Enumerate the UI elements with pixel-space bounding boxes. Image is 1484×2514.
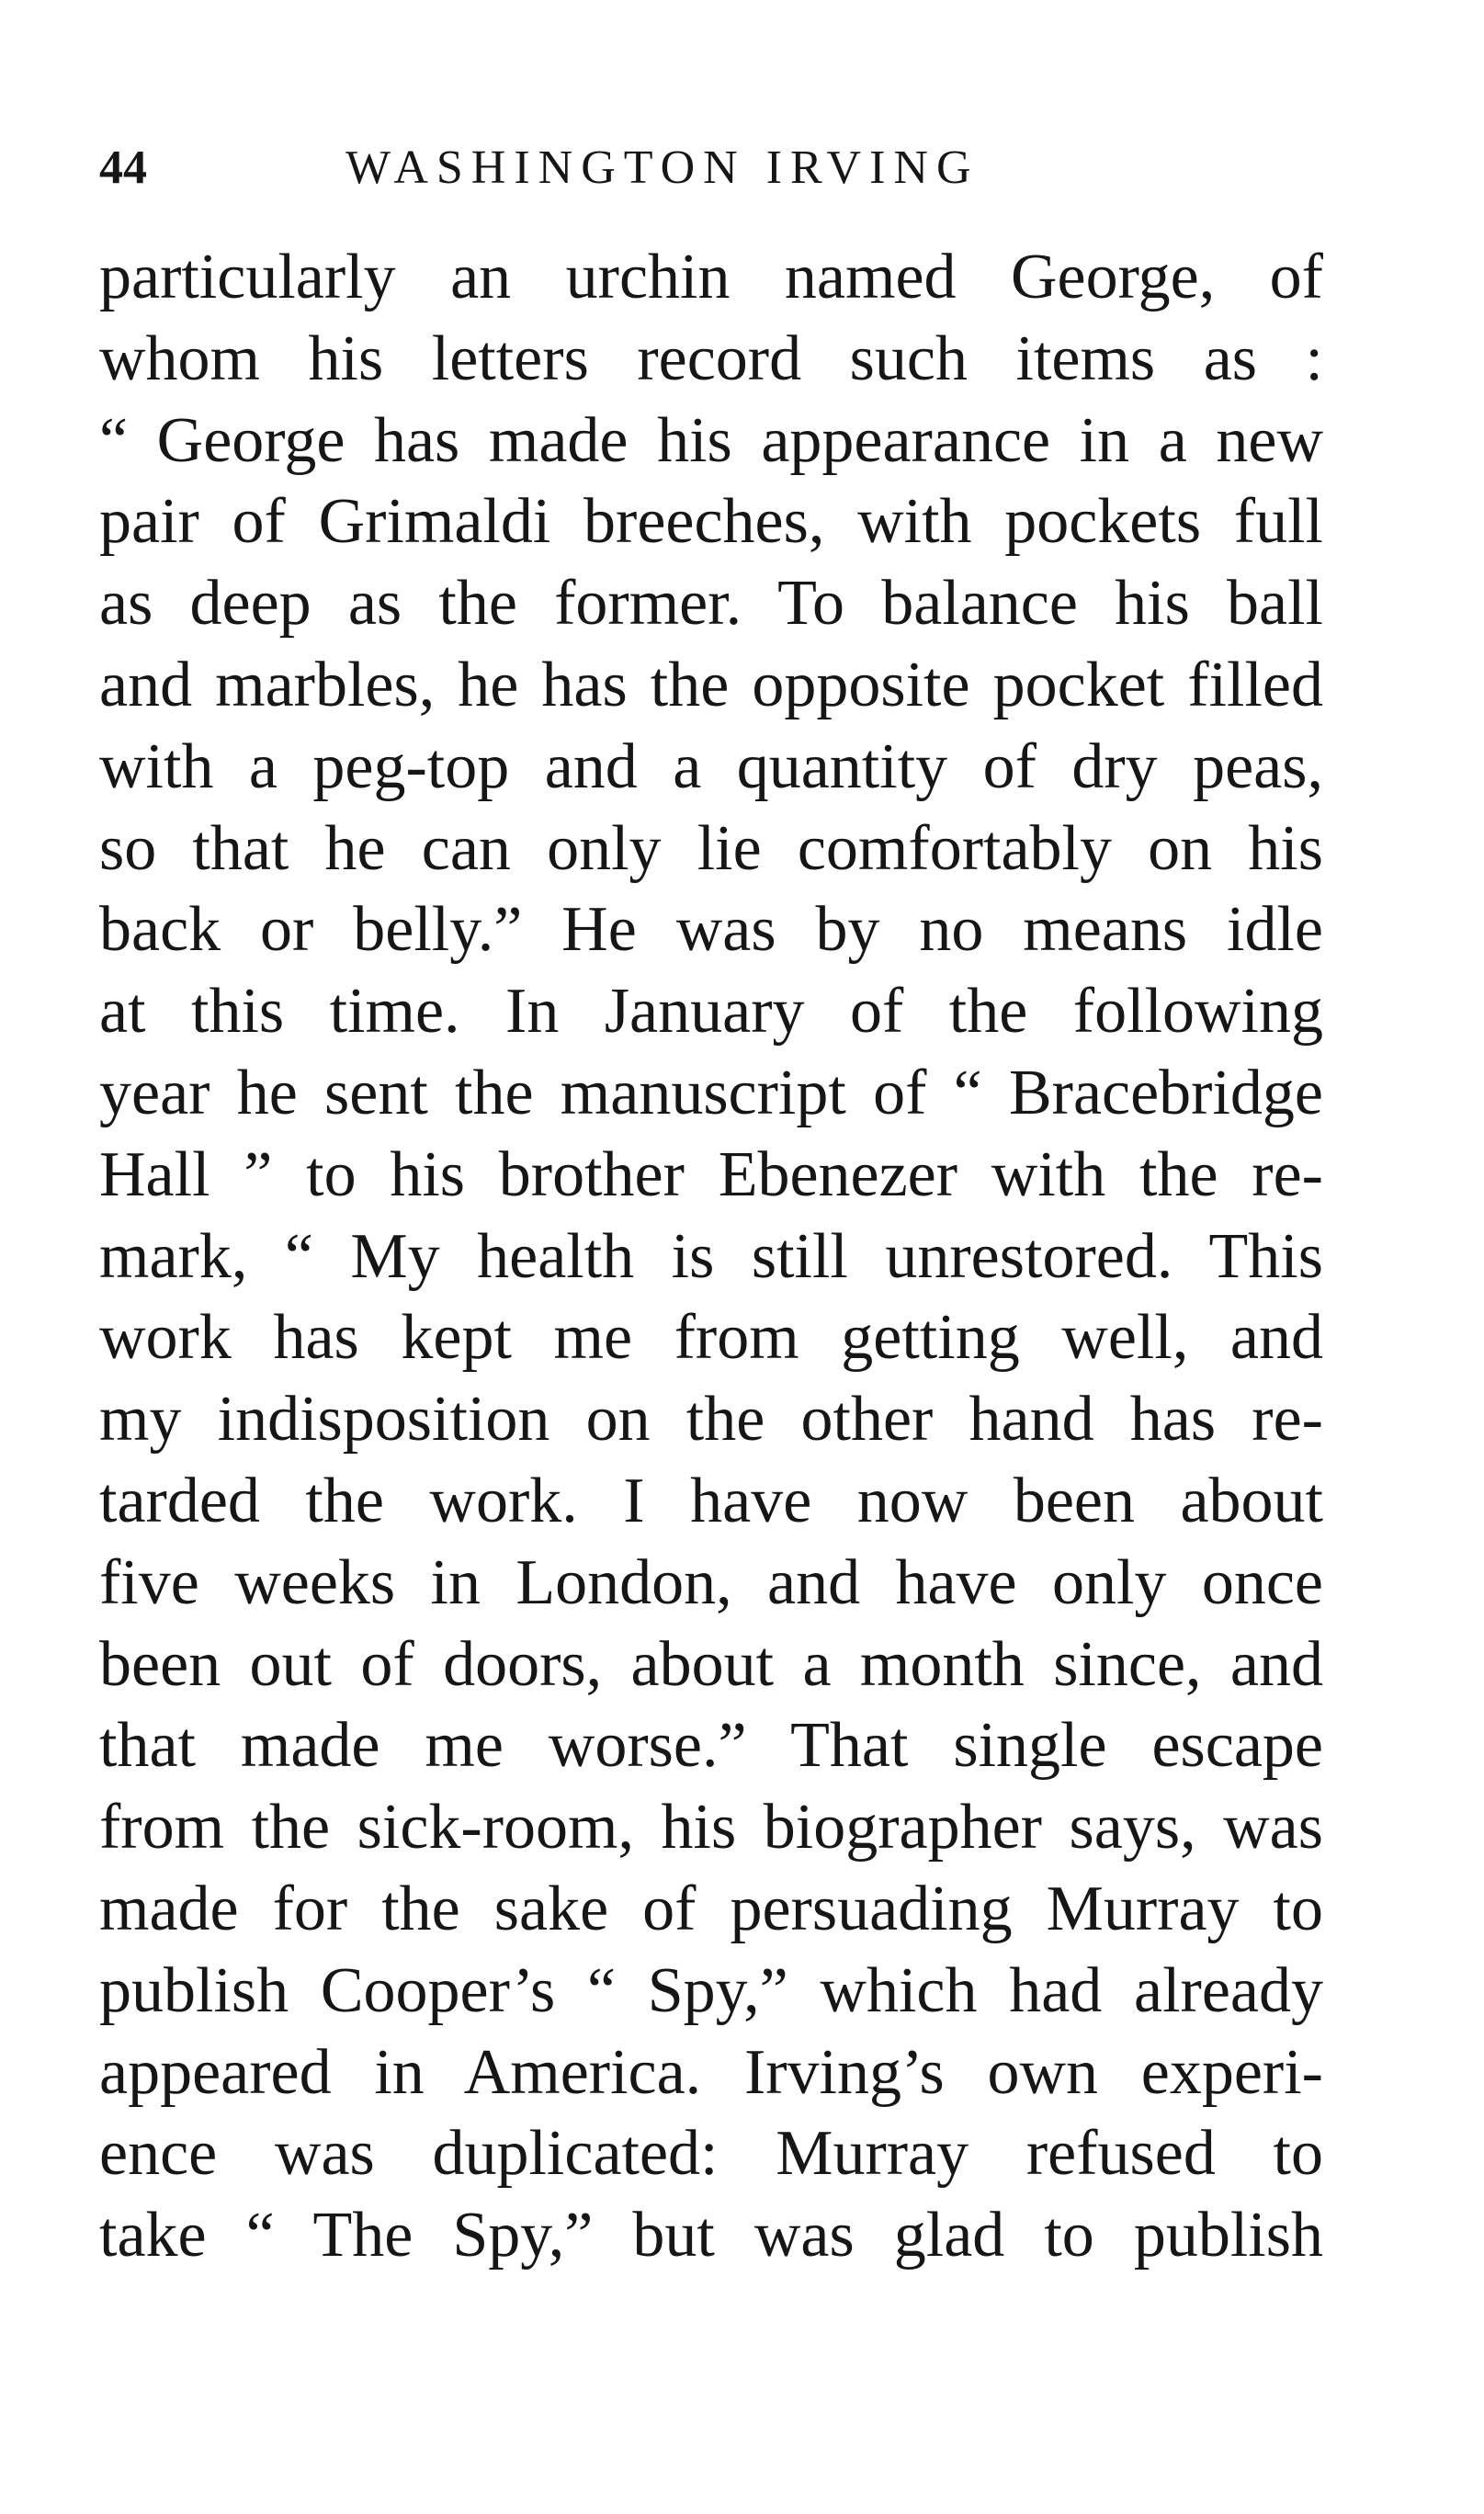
text-line: Hall ” to his brother Ebenezer with the re- <box>99 1138 1323 1210</box>
text-line: been out of doors, about a month since, and <box>99 1628 1323 1700</box>
text-line: my indisposition on the other hand has re- <box>99 1384 1323 1455</box>
text-line: tarded the work. I have now been about <box>99 1465 1323 1536</box>
text-line: mark, “ My health is still unrestored. This <box>99 1220 1323 1292</box>
running-title: WASHINGTON IRVING <box>346 142 980 194</box>
text-line: so that he can only lie comfortably on his <box>99 812 1323 884</box>
text-line: with a peg-top and a quantity of dry peas, <box>99 730 1323 802</box>
text-line: “ George has made his appearance in a new <box>99 404 1323 476</box>
text-line: take “ The Spy,” but was glad to publish <box>99 2200 1323 2271</box>
running-head <box>99 136 1323 200</box>
text-line: made for the sake of persuading Murray to <box>99 1873 1323 1944</box>
text-line: appeared in America. Irving’s own experi- <box>99 2036 1323 2108</box>
text-line: back or belly.” He was by no means idle <box>99 894 1323 966</box>
text-line: whom his letters record such items as : <box>99 323 1323 394</box>
text-line: from the sick-room, his biographer says, was <box>99 1792 1323 1863</box>
text-line: ence was duplicated: Murray refused to <box>99 2118 1323 2190</box>
page-number: 44 <box>99 142 147 194</box>
text-line: pair of Grimaldi breeches, with pockets full <box>99 486 1323 558</box>
text-line: that made me worse.” That single escape <box>99 1710 1323 1782</box>
text-line: particularly an urchin named George, of <box>99 242 1323 312</box>
text-line: five weeks in London, and have only once <box>99 1546 1323 1618</box>
text-line: as deep as the former. To balance his ball <box>99 568 1323 640</box>
body-text <box>99 237 1323 2277</box>
text-line: publish Cooper’s “ Spy,” which had already <box>99 1954 1323 2026</box>
text-line: and marbles, he has the opposite pocket filled <box>99 649 1323 720</box>
text-line: at this time. In January of the following <box>99 976 1323 1048</box>
text-line: year he sent the manuscript of “ Bracebridge <box>99 1057 1323 1128</box>
text-line: work has kept me from getting well, and <box>99 1302 1323 1374</box>
